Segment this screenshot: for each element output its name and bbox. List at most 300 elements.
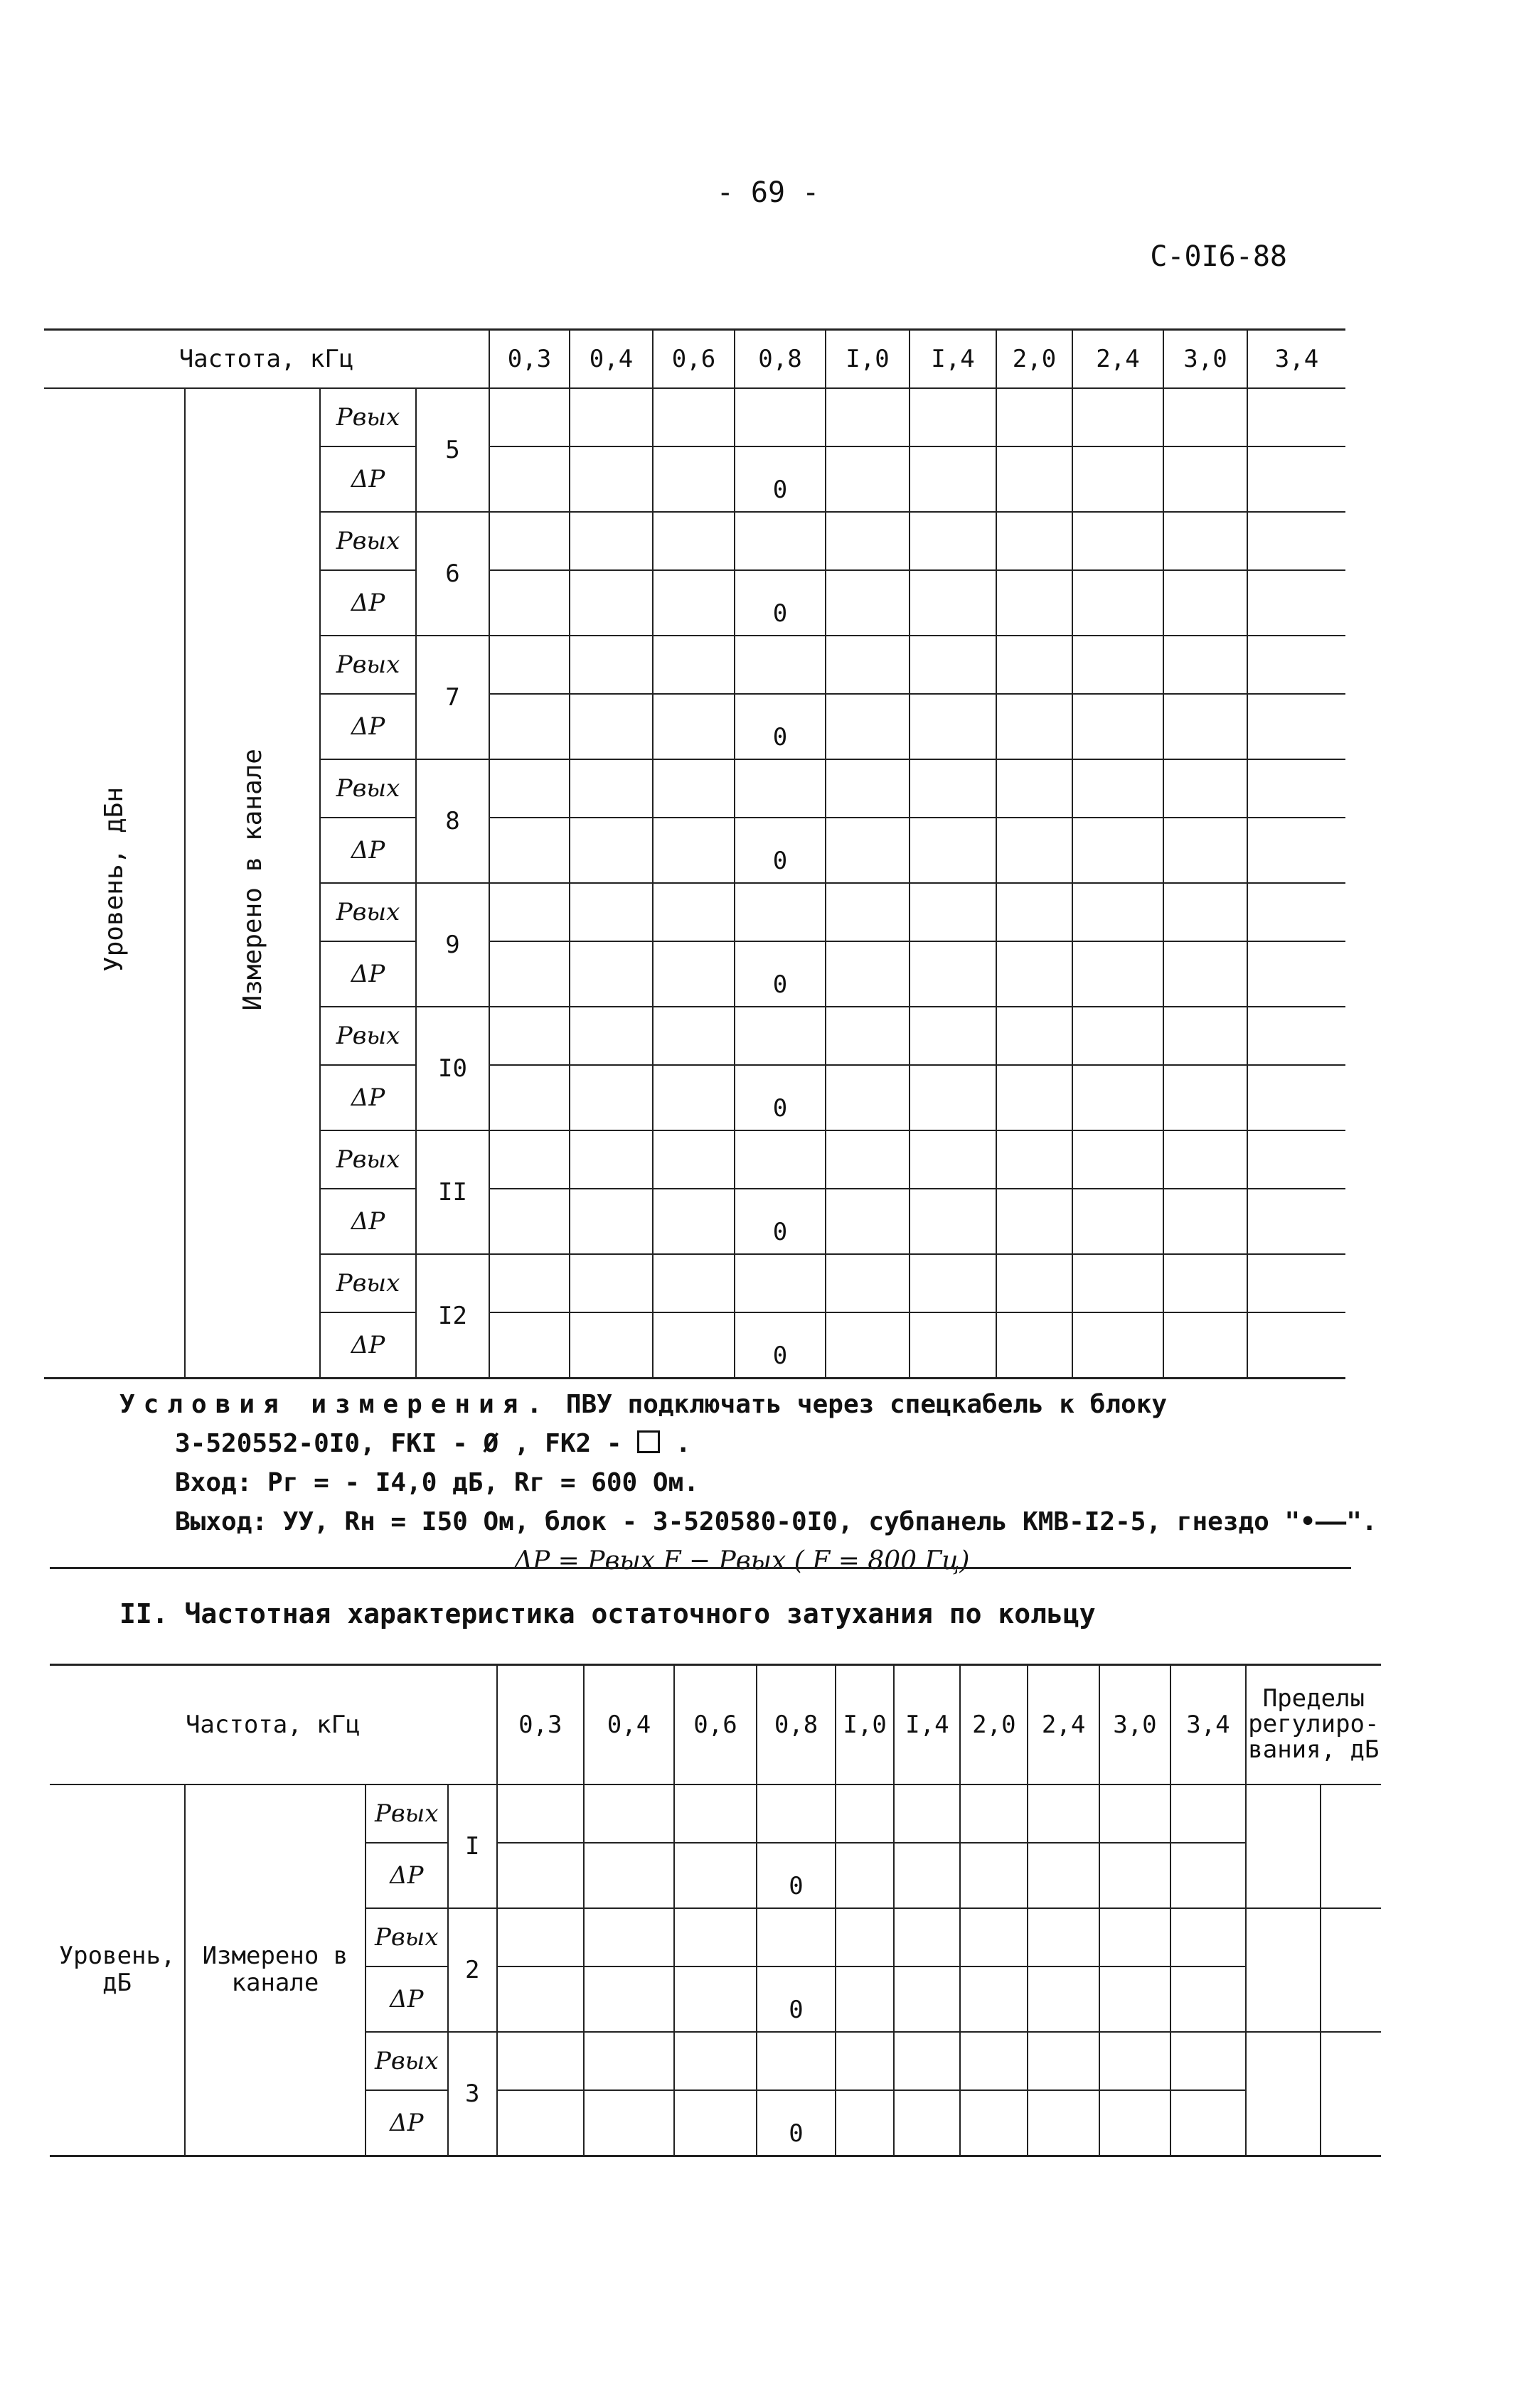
value-cell <box>1072 818 1163 883</box>
value-cell <box>1247 941 1345 1007</box>
delta-p-reference-value: 0 <box>735 446 826 512</box>
measured-label-text: Измерено в канале <box>238 749 267 1011</box>
value-cell <box>489 512 570 570</box>
frequency-col-0: 0,3 <box>489 330 570 389</box>
value-cell <box>653 1312 735 1379</box>
value-cell <box>910 1065 996 1130</box>
level-label <box>44 388 185 1379</box>
value-cell <box>996 1007 1072 1065</box>
value-cell <box>960 1784 1028 1843</box>
value-cell <box>1163 570 1247 636</box>
value-cell <box>1072 570 1163 636</box>
value-cell <box>1170 1966 1246 2032</box>
measurement-conditions: Условия измерения. ПВУ подключать через спецкабель к блоку 3-520552-0I0, FKI - Ø , FK2 - . Вход: Pг = - I4,0 дБ, Rг = 600 Ом. Выход: УУ, Rн = I50 Ом, блок - 3-520580-0I0, субпанель КМВ-I2-5, гнездо "•——". ΔP = Pвых F − Pвых ( F = 800 Гц) <box>119 1385 1399 1580</box>
p-out-label-label: Pвых <box>336 527 400 555</box>
value-cell <box>910 388 996 446</box>
channel-number: I <box>448 1784 497 1908</box>
value-cell <box>497 1966 585 2032</box>
value-cell <box>497 2032 585 2090</box>
value-cell <box>996 1254 1072 1312</box>
value-cell <box>910 941 996 1007</box>
value-cell <box>996 694 1072 759</box>
delta-p-label-label: ΔP <box>390 2108 424 2137</box>
delta-p-reference-value: 0 <box>757 1843 836 1908</box>
value-cell <box>1072 636 1163 694</box>
p-out-label <box>320 1007 416 1065</box>
frequency-col-6: 2,0 <box>960 1665 1028 1784</box>
value-cell <box>910 1130 996 1189</box>
channel-number: 3 <box>448 2032 497 2156</box>
value-cell <box>570 570 653 636</box>
value-cell <box>1170 2090 1246 2156</box>
value-cell <box>894 1784 960 1843</box>
p-out-label <box>366 1908 448 1966</box>
p-out-label <box>320 759 416 818</box>
value-cell <box>1072 883 1163 941</box>
p-out-label-label: Pвых <box>336 1269 400 1297</box>
value-cell <box>826 446 910 512</box>
value-cell <box>836 1908 894 1966</box>
value-cell <box>910 1312 996 1379</box>
value-cell <box>653 1189 735 1254</box>
value-cell <box>1072 941 1163 1007</box>
value-cell <box>1247 1254 1345 1312</box>
value-cell <box>674 2032 757 2090</box>
value-cell <box>674 1784 757 1843</box>
value-cell <box>489 1254 570 1312</box>
value-cell <box>1163 941 1247 1007</box>
value-cell <box>674 1966 757 2032</box>
value-cell <box>910 694 996 759</box>
value-cell <box>910 818 996 883</box>
p-out-label <box>366 2032 448 2090</box>
p-out-label <box>320 1130 416 1189</box>
p-out-label <box>320 883 416 941</box>
delta-p-label-label: ΔP <box>390 1861 424 1890</box>
value-cell <box>584 2032 674 2090</box>
value-cell <box>1028 1843 1099 1908</box>
value-cell <box>1247 1065 1345 1130</box>
delta-p-reference-value: 0 <box>735 941 826 1007</box>
value-cell <box>570 694 653 759</box>
frequency-col-3: 0,8 <box>735 330 826 389</box>
value-cell <box>489 570 570 636</box>
value-cell <box>996 1189 1072 1254</box>
value-cell <box>1163 1007 1247 1065</box>
value-cell <box>489 759 570 818</box>
channel-number: II <box>416 1130 489 1254</box>
value-cell <box>836 2032 894 2090</box>
value-cell <box>996 883 1072 941</box>
limits-cell <box>1246 1784 1321 1908</box>
value-cell <box>826 1189 910 1254</box>
value-cell <box>1072 1312 1163 1379</box>
value-cell <box>735 388 826 446</box>
value-cell <box>996 1130 1072 1189</box>
value-cell <box>910 446 996 512</box>
value-cell <box>489 1065 570 1130</box>
value-cell <box>489 446 570 512</box>
value-cell <box>570 1007 653 1065</box>
value-cell <box>489 388 570 446</box>
page-number: - 69 - <box>716 176 820 209</box>
delta-p-reference-value: 0 <box>757 2090 836 2156</box>
value-cell <box>1170 2032 1246 2090</box>
value-cell <box>1163 1254 1247 1312</box>
delta-p-label-label: ΔP <box>351 465 385 493</box>
value-cell <box>894 1843 960 1908</box>
channel-row-pout <box>44 388 1345 446</box>
value-cell <box>489 1007 570 1065</box>
delta-p-reference-value: 0 <box>735 570 826 636</box>
value-cell <box>910 759 996 818</box>
p-out-label <box>320 388 416 446</box>
square-connector-icon <box>637 1430 660 1453</box>
value-cell <box>1163 694 1247 759</box>
value-cell <box>735 759 826 818</box>
value-cell <box>1170 1908 1246 1966</box>
delta-p-label-label: ΔP <box>351 960 385 988</box>
delta-p-label <box>320 1065 416 1130</box>
value-cell <box>489 883 570 941</box>
value-cell <box>674 2090 757 2156</box>
delta-p-label-label: ΔP <box>390 1984 424 2013</box>
value-cell <box>497 1908 585 1966</box>
value-cell <box>960 1908 1028 1966</box>
value-cell <box>757 2032 836 2090</box>
frequency-col-5: I,4 <box>910 330 996 389</box>
value-cell <box>653 388 735 446</box>
frequency-col-3: 0,8 <box>757 1665 836 1784</box>
channel-number: 9 <box>416 883 489 1007</box>
value-cell <box>1247 694 1345 759</box>
value-cell <box>826 1007 910 1065</box>
value-cell <box>489 941 570 1007</box>
value-cell <box>1028 1966 1099 2032</box>
conditions-title: Условия измерения. <box>119 1390 551 1419</box>
value-cell <box>653 818 735 883</box>
delta-p-label <box>320 818 416 883</box>
value-cell <box>674 1843 757 1908</box>
value-cell <box>1072 1130 1163 1189</box>
measured-in-channel-label: Измерено в канале <box>185 1784 366 2156</box>
value-cell <box>584 1784 674 1843</box>
frequency-col-2: 0,6 <box>653 330 735 389</box>
p-out-label-label: Pвых <box>336 403 400 432</box>
delta-p-label <box>366 1966 448 2032</box>
frequency-header: Частота, кГц <box>44 330 489 389</box>
value-cell <box>910 636 996 694</box>
value-cell <box>584 1966 674 2032</box>
channel-number: I0 <box>416 1007 489 1130</box>
value-cell <box>674 1908 757 1966</box>
table-header-row <box>50 1665 1381 1784</box>
value-cell <box>1072 388 1163 446</box>
level-table-2 <box>50 1664 1381 2157</box>
value-cell <box>653 694 735 759</box>
value-cell <box>1247 388 1345 446</box>
document-code: C-0I6-88 <box>1150 240 1287 273</box>
frequency-col-7: 2,4 <box>1072 330 1163 389</box>
value-cell <box>653 446 735 512</box>
frequency-col-1: 0,4 <box>584 1665 674 1784</box>
value-cell <box>1170 1843 1246 1908</box>
value-cell <box>570 1312 653 1379</box>
value-cell <box>735 1007 826 1065</box>
value-cell <box>1099 2090 1170 2156</box>
value-cell <box>570 941 653 1007</box>
value-cell <box>1247 818 1345 883</box>
value-cell <box>570 446 653 512</box>
channel-number: 7 <box>416 636 489 759</box>
delta-p-label-label: ΔP <box>351 589 385 617</box>
value-cell <box>826 1254 910 1312</box>
value-cell <box>836 1784 894 1843</box>
value-cell <box>960 1843 1028 1908</box>
value-cell <box>910 570 996 636</box>
value-cell <box>910 1254 996 1312</box>
limits-header: Пределы регулиро- вания, дБ <box>1246 1665 1381 1784</box>
value-cell <box>489 1312 570 1379</box>
section-divider <box>50 1567 1351 1569</box>
delta-p-label-label: ΔP <box>351 1083 385 1112</box>
p-out-label-label: Pвых <box>375 2046 439 2075</box>
value-cell <box>653 1130 735 1189</box>
value-cell <box>1247 883 1345 941</box>
limits-cell <box>1246 1908 1321 2032</box>
value-cell <box>1163 759 1247 818</box>
p-out-label-label: Pвых <box>336 1145 400 1174</box>
value-cell <box>653 1254 735 1312</box>
channel-number: 8 <box>416 759 489 883</box>
value-cell <box>497 1784 585 1843</box>
delta-p-label-label: ΔP <box>351 1207 385 1236</box>
value-cell <box>910 1189 996 1254</box>
value-cell <box>836 1966 894 2032</box>
delta-p-label <box>320 694 416 759</box>
level-table-1 <box>44 328 1345 1379</box>
value-cell <box>489 1130 570 1189</box>
value-cell <box>1028 1908 1099 1966</box>
p-out-label <box>320 636 416 694</box>
frequency-col-2: 0,6 <box>674 1665 757 1784</box>
value-cell <box>1072 1065 1163 1130</box>
value-cell <box>570 1189 653 1254</box>
value-cell <box>910 883 996 941</box>
frequency-header: Частота, кГц <box>50 1665 497 1784</box>
delta-p-label <box>366 2090 448 2156</box>
delta-p-label-label: ΔP <box>351 836 385 865</box>
level-label: Уровень, дБ <box>50 1784 185 2156</box>
value-cell <box>653 570 735 636</box>
value-cell <box>996 636 1072 694</box>
value-cell <box>1163 1189 1247 1254</box>
value-cell <box>894 2090 960 2156</box>
p-out-label-label: Pвых <box>336 1022 400 1050</box>
value-cell <box>960 2090 1028 2156</box>
table-header-row <box>44 330 1345 389</box>
value-cell <box>1247 1007 1345 1065</box>
delta-p-reference-value: 0 <box>735 1312 826 1379</box>
value-cell <box>1028 2032 1099 2090</box>
value-cell <box>1247 1312 1345 1379</box>
value-cell <box>735 1254 826 1312</box>
value-cell <box>996 388 1072 446</box>
value-cell <box>653 512 735 570</box>
channel-number: I2 <box>416 1254 489 1379</box>
limits-cell <box>1321 1784 1381 1908</box>
value-cell <box>836 2090 894 2156</box>
value-cell <box>1072 1007 1163 1065</box>
value-cell <box>570 883 653 941</box>
frequency-col-0: 0,3 <box>497 1665 585 1784</box>
value-cell <box>570 388 653 446</box>
value-cell <box>826 1130 910 1189</box>
value-cell <box>910 1007 996 1065</box>
value-cell <box>1163 446 1247 512</box>
value-cell <box>826 883 910 941</box>
value-cell <box>826 759 910 818</box>
delta-p-reference-value: 0 <box>757 1966 836 2032</box>
value-cell <box>757 1784 836 1843</box>
value-cell <box>1028 1784 1099 1843</box>
value-cell <box>570 759 653 818</box>
conditions-line-1: ПВУ подключать через спецкабель к блоку <box>565 1390 1168 1419</box>
value-cell <box>489 818 570 883</box>
delta-p-label-label: ΔP <box>351 1331 385 1359</box>
value-cell <box>1163 818 1247 883</box>
value-cell <box>584 1843 674 1908</box>
value-cell <box>826 512 910 570</box>
value-cell <box>1099 2032 1170 2090</box>
value-cell <box>996 818 1072 883</box>
conditions-line-4: Выход: УУ, Rн = I50 Ом, блок - 3-520580-0I0, субпанель КМВ-I2-5, гнездо "•——". <box>175 1507 1377 1536</box>
delta-p-label <box>320 941 416 1007</box>
delta-p-label <box>366 1843 448 1908</box>
value-cell <box>1247 446 1345 512</box>
delta-p-reference-value: 0 <box>735 1065 826 1130</box>
delta-p-reference-value: 0 <box>735 694 826 759</box>
value-cell <box>653 883 735 941</box>
value-cell <box>826 636 910 694</box>
value-cell <box>757 1908 836 1966</box>
value-cell <box>996 1312 1072 1379</box>
value-cell <box>653 1065 735 1130</box>
value-cell <box>960 1966 1028 2032</box>
value-cell <box>489 1189 570 1254</box>
value-cell <box>1163 1065 1247 1130</box>
measured-in-channel-label <box>185 388 320 1379</box>
value-cell <box>1072 759 1163 818</box>
value-cell <box>570 818 653 883</box>
value-cell <box>1072 512 1163 570</box>
value-cell <box>1072 446 1163 512</box>
value-cell <box>996 941 1072 1007</box>
limits-cell <box>1321 2032 1381 2156</box>
section-title: II. Частотная характеристика остаточного затухания по кольцу <box>119 1598 1096 1630</box>
value-cell <box>996 446 1072 512</box>
channel-number: 2 <box>448 1908 497 2032</box>
value-cell <box>1099 1843 1170 1908</box>
p-out-label <box>320 512 416 570</box>
value-cell <box>570 512 653 570</box>
frequency-col-7: 2,4 <box>1028 1665 1099 1784</box>
value-cell <box>1247 636 1345 694</box>
value-cell <box>1099 1908 1170 1966</box>
delta-p-reference-value: 0 <box>735 818 826 883</box>
delta-p-label <box>320 1189 416 1254</box>
value-cell <box>836 1843 894 1908</box>
value-cell <box>1247 1130 1345 1189</box>
frequency-col-4: I,0 <box>836 1665 894 1784</box>
conditions-line-3: Вход: Pг = - I4,0 дБ, Rг = 600 Ом. <box>175 1468 699 1497</box>
value-cell <box>996 512 1072 570</box>
frequency-col-9: 3,4 <box>1170 1665 1246 1784</box>
value-cell <box>1247 512 1345 570</box>
value-cell <box>1072 1189 1163 1254</box>
value-cell <box>1163 1130 1247 1189</box>
value-cell <box>1247 759 1345 818</box>
value-cell <box>735 883 826 941</box>
value-cell <box>653 1007 735 1065</box>
channel-row-pout <box>50 1784 1381 1843</box>
p-out-label <box>320 1254 416 1312</box>
value-cell <box>497 1843 585 1908</box>
value-cell <box>570 1130 653 1189</box>
value-cell <box>1247 570 1345 636</box>
delta-p-label-label: ΔP <box>351 712 385 741</box>
value-cell <box>996 1065 1072 1130</box>
value-cell <box>960 2032 1028 2090</box>
p-out-label-label: Pвых <box>375 1922 439 1952</box>
value-cell <box>1163 388 1247 446</box>
channel-number: 6 <box>416 512 489 636</box>
value-cell <box>570 1065 653 1130</box>
value-cell <box>894 1966 960 2032</box>
value-cell <box>996 759 1072 818</box>
value-cell <box>570 1254 653 1312</box>
frequency-col-9: 3,4 <box>1247 330 1345 389</box>
p-out-label <box>366 1784 448 1843</box>
level-label-text: Уровень, дБн <box>100 787 129 973</box>
value-cell <box>996 570 1072 636</box>
value-cell <box>1072 694 1163 759</box>
value-cell <box>1247 1189 1345 1254</box>
value-cell <box>653 759 735 818</box>
value-cell <box>735 512 826 570</box>
p-out-label-label: Pвых <box>375 1799 439 1828</box>
delta-p-formula: ΔP = Pвых F − Pвых ( F = 800 Гц) <box>514 1546 970 1575</box>
value-cell <box>1028 2090 1099 2156</box>
value-cell <box>1099 1966 1170 2032</box>
value-cell <box>826 1312 910 1379</box>
value-cell <box>1163 1312 1247 1379</box>
frequency-col-5: I,4 <box>894 1665 960 1784</box>
value-cell <box>826 818 910 883</box>
value-cell <box>735 636 826 694</box>
value-cell <box>584 1908 674 1966</box>
value-cell <box>894 2032 960 2090</box>
value-cell <box>653 941 735 1007</box>
delta-p-label <box>320 1312 416 1379</box>
value-cell <box>894 1908 960 1966</box>
p-out-label-label: Pвых <box>336 651 400 679</box>
value-cell <box>489 694 570 759</box>
value-cell <box>826 941 910 1007</box>
value-cell <box>826 694 910 759</box>
delta-p-label <box>320 570 416 636</box>
value-cell <box>1099 1784 1170 1843</box>
